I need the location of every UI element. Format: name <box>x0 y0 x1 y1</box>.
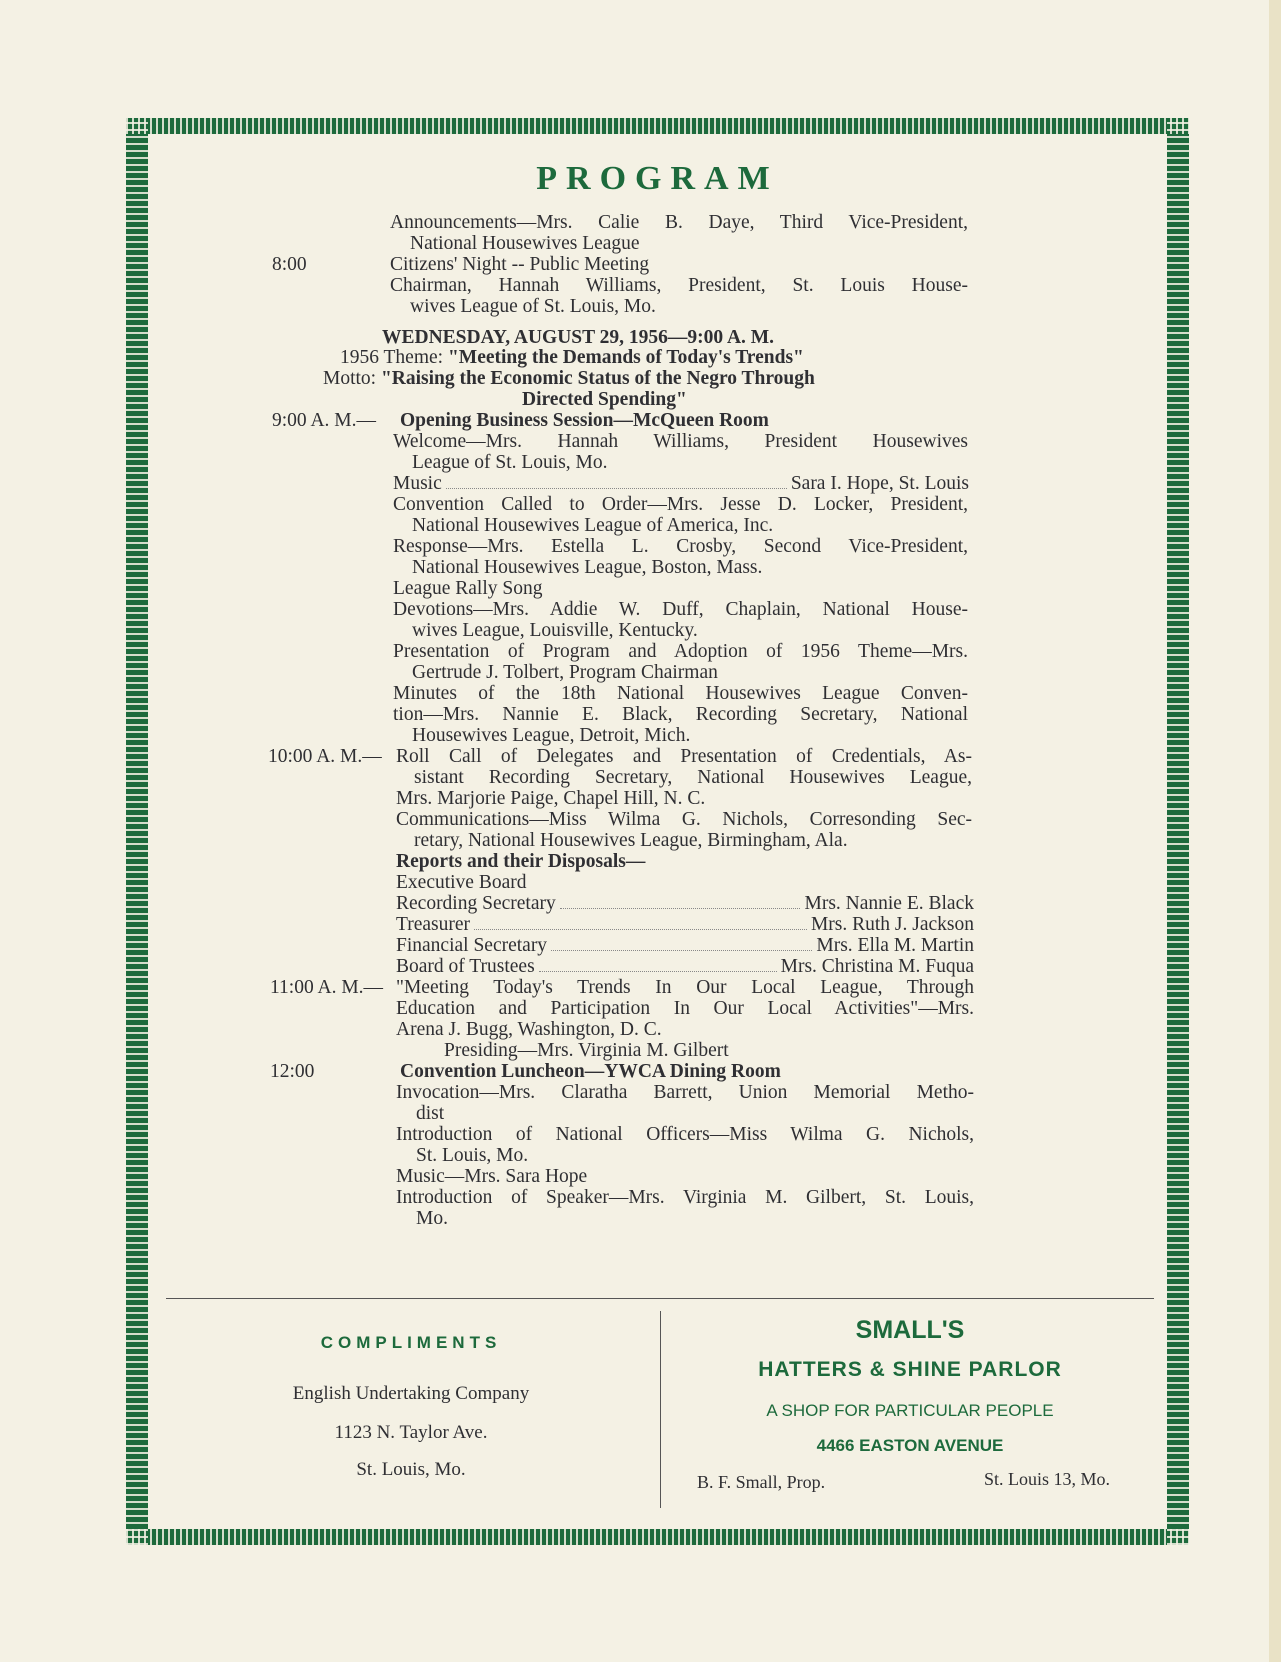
session-line: League of St. Louis, Mo. <box>412 452 608 473</box>
leader-dots <box>446 473 787 489</box>
leader-dots <box>539 956 777 972</box>
ad-left-city: St. Louis, Mo. <box>356 1459 466 1480</box>
luncheon-line: Convention Luncheon—YWCA Dining Room <box>400 1061 781 1082</box>
officer-row: Treasurer Mrs. Ruth J. Jackson <box>396 914 974 935</box>
block-line: retary, National Housewives League, Birmingham, Ala. <box>414 830 848 851</box>
session-line: wives League, Louisville, Kentucky. <box>412 620 698 641</box>
block-line: Presiding—Mrs. Virginia M. Gilbert <box>444 1040 729 1061</box>
session-line: League Rally Song <box>393 578 543 599</box>
session-line: Convention Called to Order—Mrs. Jesse D. Locker, President, <box>393 494 968 515</box>
reports-heading: Reports and their Disposals— <box>396 851 646 872</box>
ad-right-proprietor: B. F. Small, Prop. <box>697 1472 826 1492</box>
ad-right-city: St. Louis 13, Mo. <box>984 1469 1111 1489</box>
opening-session: Opening Business Session—McQueen Room <box>400 410 769 431</box>
motto-line <box>323 368 815 389</box>
ad-divider-horizontal <box>166 1298 1154 1299</box>
time-label: 12:00 <box>270 1061 315 1082</box>
ad-right-address: 4466 EASTON AVENUE <box>816 1436 1004 1455</box>
intro-line: wives League of St. Louis, Mo. <box>410 296 656 317</box>
ad-right-name: SMALL'S <box>855 1316 965 1344</box>
theme-text: "Meeting the Demands of Today's Trends" <box>447 347 804 368</box>
ad-right-business: HATTERS & SHINE PARLOR <box>758 1358 1062 1381</box>
ad-left-heading: COMPLIMENTS <box>320 1333 502 1352</box>
block-line: Education and Participation In Our Local Activities"—Mrs. <box>396 998 974 1019</box>
ad-divider-vertical <box>660 1311 661 1508</box>
officer-row: Recording Secretary Mrs. Nannie E. Black <box>396 893 974 914</box>
session-line: Housewives League, Detroit, Mich. <box>412 725 691 746</box>
border-pattern-right <box>1167 118 1189 1545</box>
officer-row: Board of Trustees Mrs. Christina M. Fuqua <box>396 956 974 977</box>
block-line: sistant Recording Secretary, National Housewives League, <box>414 767 972 788</box>
theme-label: 1956 Theme: <box>340 347 444 368</box>
block-line: Communications—Miss Wilma G. Nichols, Corresonding Sec- <box>396 809 972 830</box>
intro-line: National Housewives League <box>410 233 640 254</box>
block-line: Introduction of National Officers—Miss Wilma G. Nichols, <box>396 1124 974 1145</box>
program-title: PROGRAM <box>536 160 779 197</box>
block-line: Roll Call of Delegates and Presentation of Credentials, As- <box>396 746 972 767</box>
leader-dots <box>551 935 812 951</box>
border-pattern-bottom <box>126 1529 1189 1545</box>
intro-line: Chairman, Hannah Williams, President, St. Louis House- <box>390 275 968 296</box>
music-row: Music Sara I. Hope, St. Louis <box>393 473 969 494</box>
border-pattern-left <box>126 118 148 1545</box>
time-label: 11:00 A. M.— <box>270 977 384 998</box>
block-line: St. Louis, Mo. <box>416 1145 529 1166</box>
time-label: 9:00 A. M.— <box>272 410 377 431</box>
session-line: Response—Mrs. Estella L. Crosby, Second Vice-President, <box>393 536 968 557</box>
session-line: Welcome—Mrs. Hannah Williams, President Housewives <box>393 431 968 452</box>
session-line: Minutes of the 18th National Housewives League Conven- <box>393 683 968 704</box>
leader-dots <box>474 914 807 930</box>
executive-board: Executive Board <box>396 872 527 893</box>
session-line: Gertrude J. Tolbert, Program Chairman <box>412 662 718 683</box>
officer-row: Financial Secretary Mrs. Ella M. Martin <box>396 935 974 956</box>
session-line: tion—Mrs. Nannie E. Black, Recording Secretary, National <box>393 704 968 725</box>
theme-line <box>340 347 804 368</box>
motto-text-cont: Directed Spending" <box>522 389 687 410</box>
time-label: 10:00 A. M.— <box>268 746 382 767</box>
ad-left-company: English Undertaking Company <box>292 1383 530 1404</box>
block-line: Mrs. Marjorie Paige, Chapel Hill, N. C. <box>396 788 706 809</box>
ad-left-address: 1123 N. Taylor Ave. <box>334 1422 488 1443</box>
block-line: Introduction of Speaker—Mrs. Virginia M. Gilbert, St. Louis, <box>396 1187 974 1208</box>
day-heading: WEDNESDAY, AUGUST 29, 1956—9:00 A. M. <box>382 327 775 348</box>
motto-text: "Raising the Economic Status of the Negro Through <box>380 368 815 389</box>
session-line: National Housewives League, Boston, Mass. <box>412 557 763 578</box>
intro-line: Announcements—Mrs. Calie B. Daye, Third Vice-President, <box>390 212 968 233</box>
session-line: National Housewives League of America, Inc. <box>412 515 774 536</box>
ad-right-slogan: A SHOP FOR PARTICULAR PEOPLE <box>766 1401 1054 1420</box>
block-line: Invocation—Mrs. Claratha Barrett, Union Memorial Metho- <box>396 1082 974 1103</box>
intro-line: Citizens' Night -- Public Meeting <box>390 254 650 275</box>
leader-dots <box>560 893 801 909</box>
block-line: Mo. <box>416 1208 448 1229</box>
block-line: Music—Mrs. Sara Hope <box>396 1166 588 1187</box>
border-pattern-top <box>126 118 1189 134</box>
session-line: Devotions—Mrs. Addie W. Duff, Chaplain, National House- <box>393 599 968 620</box>
block-line: "Meeting Today's Trends In Our Local League, Through <box>396 977 974 998</box>
time-label: 8:00 <box>272 254 307 275</box>
paper-edge <box>1269 0 1281 1662</box>
motto-label: Motto: <box>323 368 377 389</box>
block-line: Arena J. Bugg, Washington, D. C. <box>396 1019 662 1040</box>
session-line: Presentation of Program and Adoption of 1956 Theme—Mrs. <box>393 641 968 662</box>
block-line: dist <box>416 1103 445 1124</box>
